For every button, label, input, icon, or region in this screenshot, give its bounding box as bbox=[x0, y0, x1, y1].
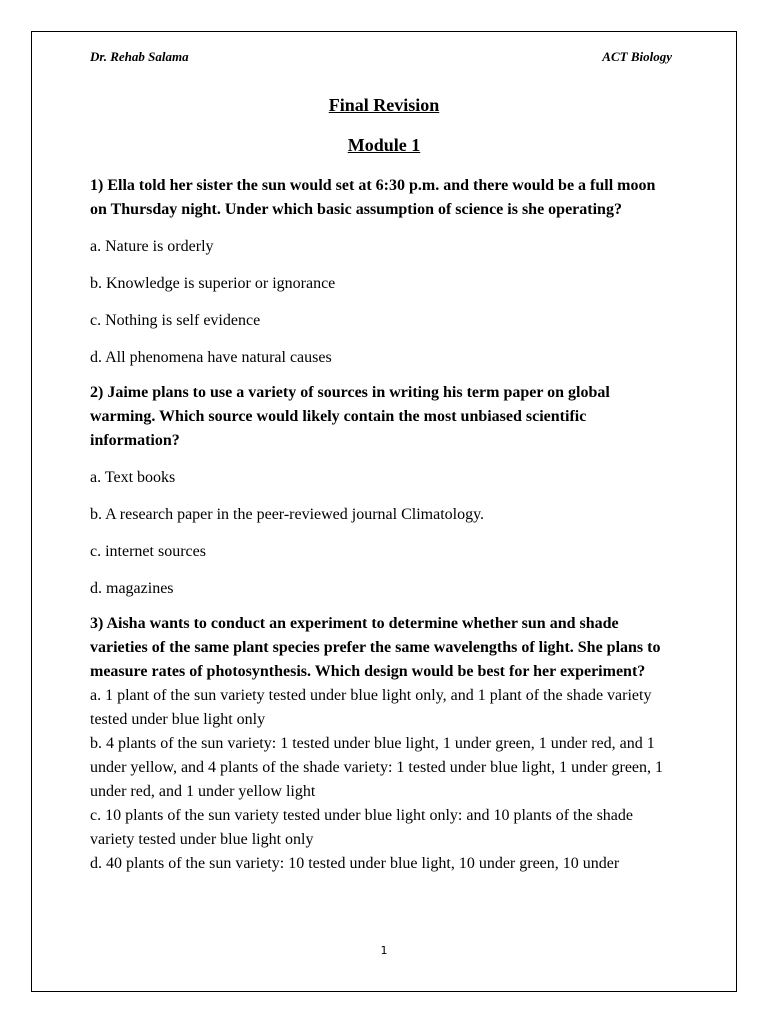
question-2-option-b: b. A research paper in the peer-reviewed journal Climatology. bbox=[90, 506, 485, 523]
question-2-option-c: c. internet sources bbox=[90, 543, 206, 560]
question-3: 3) Aisha wants to conduct an experiment to determine whether sun and shade varieties of the same plant species prefer the same wavelengths of light. She plans to measure rates of photosynthesis. Which design would be best for her experiment? bbox=[90, 615, 661, 680]
question-2-option-a: a. Text books bbox=[90, 469, 176, 486]
header-author: Dr. Rehab Salama bbox=[90, 49, 189, 64]
page-number: 1 bbox=[380, 944, 388, 957]
question-2-option-d: d. magazines bbox=[90, 580, 174, 597]
document-page bbox=[31, 31, 737, 992]
question-3-option-d: d. 40 plants of the sun variety: 10 tested under blue light, 10 under green, 10 under bbox=[90, 855, 620, 872]
header-course: ACT Biology bbox=[602, 49, 672, 64]
question-3-option-c: c. 10 plants of the sun variety tested under blue light only: and 10 plants of the shade variety tested under blue light only bbox=[90, 807, 633, 848]
question-1: 1) Ella told her sister the sun would set at 6:30 p.m. and there would be a full moon on Thursday night. Under which basic assumption of science is she operating? bbox=[90, 177, 656, 218]
question-3-option-b: b. 4 plants of the sun variety: 1 tested under blue light, 1 under green, 1 under red, and 1 under yellow, and 4 plants of the shade variety: 1 tested under blue light, 1 under green, 1 under red, and 1 under yellow light bbox=[90, 735, 664, 800]
question-1-option-c: c. Nothing is self evidence bbox=[90, 312, 261, 329]
document-title: Final Revision bbox=[328, 95, 440, 115]
question-1-option-b: b. Knowledge is superior or ignorance bbox=[90, 275, 336, 292]
question-1-option-d: d. All phenomena have natural causes bbox=[90, 349, 332, 366]
page-header bbox=[90, 49, 672, 65]
document-subtitle: Module 1 bbox=[347, 135, 421, 155]
question-3-option-a: a. 1 plant of the sun variety tested under blue light only, and 1 plant of the shade variety tested under blue light only bbox=[90, 687, 652, 728]
questions-section bbox=[90, 174, 676, 876]
question-1-option-a: a. Nature is orderly bbox=[90, 238, 214, 255]
question-2: 2) Jaime plans to use a variety of sources in writing his term paper on global warming. Which source would likely contain the most unbiased scientific information? bbox=[90, 384, 610, 449]
